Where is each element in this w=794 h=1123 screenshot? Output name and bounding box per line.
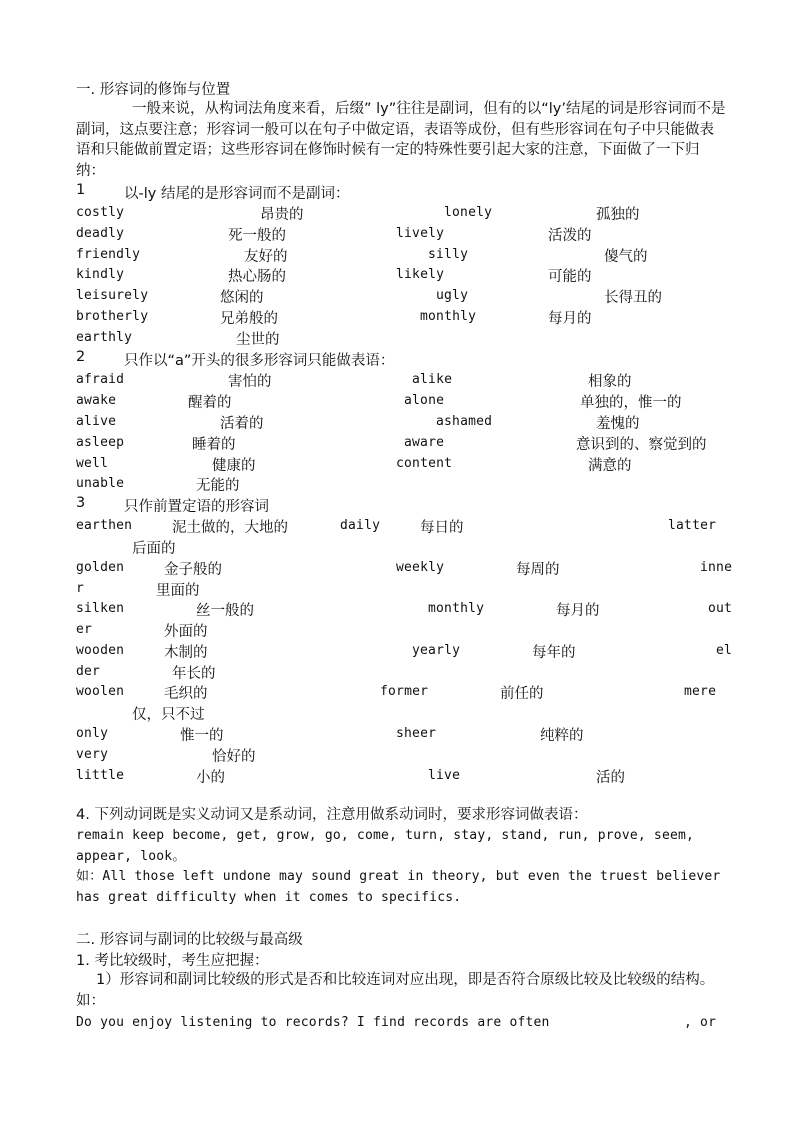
- word-zh: 里面的: [156, 583, 200, 599]
- word-zh: 每月的: [548, 311, 592, 327]
- word-en: latter: [668, 518, 717, 533]
- word-en: well: [76, 456, 109, 471]
- word-zh: 纯粹的: [540, 728, 584, 744]
- list3-number: 3: [76, 495, 86, 511]
- word-en: awake: [76, 393, 117, 408]
- word-en: daily: [340, 518, 381, 533]
- word-zh: 羞愧的: [596, 416, 640, 432]
- section2-example: Do you enjoy listening to records? I find records are often: [76, 1015, 550, 1030]
- list1-number: 1: [76, 182, 86, 198]
- word-zh: 外面的: [164, 624, 208, 640]
- word-en: lonely: [444, 205, 493, 220]
- word-en: little: [76, 768, 125, 783]
- word-zh: 悠闲的: [220, 290, 264, 306]
- word-en: friendly: [76, 247, 141, 262]
- word-zh: 惟一的: [180, 728, 224, 744]
- word-en: alike: [412, 372, 453, 387]
- section2-sub1: 1. 考比较级时，考生应把握：: [76, 953, 269, 969]
- word-zh: 相象的: [588, 374, 632, 390]
- word-zh: 孤独的: [596, 207, 640, 223]
- word-en: earthen: [76, 518, 133, 533]
- word-en: ashamed: [436, 414, 493, 429]
- word-zh: 每月的: [556, 603, 600, 619]
- word-en: mere: [684, 684, 717, 699]
- word-zh: 单独的，惟一的: [580, 395, 682, 411]
- word-en: out: [708, 601, 733, 616]
- word-zh: 丝一般的: [196, 603, 254, 619]
- word-en: only: [76, 726, 109, 741]
- word-zh: 后面的: [132, 541, 176, 557]
- word-en: golden: [76, 560, 125, 575]
- list4-verbs: remain keep become, get, grow, go, come, turn, stay, stand, run, prove, seem, appear, look。: [76, 828, 695, 864]
- word-zh: 每年的: [532, 645, 576, 661]
- word-zh: 睡着的: [192, 437, 236, 453]
- word-zh: 年长的: [172, 666, 216, 682]
- word-en: sheer: [396, 726, 437, 741]
- word-en: el: [716, 643, 733, 658]
- word-zh: 金子般的: [164, 562, 222, 578]
- word-en: earthly: [76, 330, 133, 345]
- section2-heading: 二. 形容词与副词的比较级与最高级: [76, 932, 303, 948]
- word-en: er: [76, 622, 93, 637]
- intro-paragraph: 一般来说，从构词法角度来看，后缀” ly”往往是副词，但有的以“ly’结尾的词是形容词而不是副词，这点要注意；形容词一般可以在句子中做定语，表语等成份，但有些形容词在句子中只能做表语和只能做前置定语；这些形容词在修饰时候有一定的特殊性要引起大家的注意，下面做了一下归纳：: [76, 101, 726, 179]
- word-zh: 可能的: [548, 269, 592, 285]
- word-en: ugly: [436, 288, 469, 303]
- word-zh: 木制的: [164, 645, 208, 661]
- word-zh: 傻气的: [604, 249, 648, 265]
- word-en: aware: [404, 435, 445, 450]
- word-zh: 每日的: [420, 520, 464, 536]
- section1-heading: 一. 形容词的修饰与位置: [76, 82, 231, 98]
- word-en: monthly: [428, 601, 485, 616]
- word-zh: 满意的: [588, 458, 632, 474]
- word-zh: 健康的: [212, 458, 256, 474]
- word-zh: 兄弟般的: [220, 311, 278, 327]
- section2-example-tail: , or: [684, 1015, 717, 1030]
- word-en: silken: [76, 601, 125, 616]
- word-en: weekly: [396, 560, 445, 575]
- word-zh: 活的: [596, 770, 625, 786]
- word-en: r: [76, 581, 85, 596]
- word-en: woolen: [76, 684, 125, 699]
- list2-title: 只作以“a”开头的很多形容词只能做表语：: [124, 353, 395, 369]
- word-en: inne: [700, 560, 733, 575]
- word-zh: 活泼的: [548, 228, 592, 244]
- word-en: very: [76, 747, 109, 762]
- word-zh: 尘世的: [236, 332, 280, 348]
- word-zh: 泥土做的，大地的: [172, 520, 288, 536]
- word-en: asleep: [76, 435, 125, 450]
- list4-example: 如：All those left undone may sound great in theory, but even the truest believer has great difficulty when it comes to specifics.: [76, 869, 721, 905]
- word-zh: 每周的: [516, 562, 560, 578]
- list3-title: 只作前置定语的形容词: [124, 499, 269, 515]
- word-en: leisurely: [76, 288, 149, 303]
- word-en: alone: [404, 393, 445, 408]
- word-zh: 毛织的: [164, 686, 208, 702]
- word-en: live: [428, 768, 461, 783]
- word-zh: 意识到的、察觉到的: [576, 437, 707, 453]
- list4-title: 4. 下列动词既是实义动词又是系动词，注意用做系动词时，要求形容词做表语：: [76, 807, 588, 823]
- word-en: afraid: [76, 372, 125, 387]
- word-en: unable: [76, 476, 125, 491]
- list1-title: 以-ly 结尾的是形容词而不是副词：: [124, 186, 350, 202]
- word-en: former: [380, 684, 429, 699]
- word-en: silly: [428, 247, 469, 262]
- word-zh: 无能的: [196, 478, 240, 494]
- word-zh: 小的: [196, 770, 225, 786]
- word-zh: 醒着的: [188, 395, 232, 411]
- word-en: costly: [76, 205, 125, 220]
- word-en: content: [396, 456, 453, 471]
- list2-number: 2: [76, 349, 86, 365]
- word-zh: 死一般的: [228, 228, 286, 244]
- word-en: yearly: [412, 643, 461, 658]
- word-en: deadly: [76, 226, 125, 241]
- word-zh: 前任的: [500, 686, 544, 702]
- word-en: lively: [396, 226, 445, 241]
- word-zh: 害怕的: [228, 374, 272, 390]
- word-zh: 热心肠的: [228, 269, 286, 285]
- word-zh: 恰好的: [212, 749, 256, 765]
- word-en: monthly: [420, 309, 477, 324]
- word-en: kindly: [76, 267, 125, 282]
- word-en: alive: [76, 414, 117, 429]
- section2-point1: 1）形容词和副词比较级的形式是否和比较连词对应出现，即是否符合原级比较及比较级的结构。如：: [76, 972, 715, 1009]
- word-zh: 昂贵的: [260, 207, 304, 223]
- word-en: brotherly: [76, 309, 149, 324]
- word-en: wooden: [76, 643, 125, 658]
- word-zh: 长得丑的: [604, 290, 662, 306]
- word-en: likely: [396, 267, 445, 282]
- word-en: der: [76, 664, 101, 679]
- word-zh: 活着的: [220, 416, 264, 432]
- word-zh: 仅，只不过: [132, 707, 205, 723]
- word-zh: 友好的: [244, 249, 288, 265]
